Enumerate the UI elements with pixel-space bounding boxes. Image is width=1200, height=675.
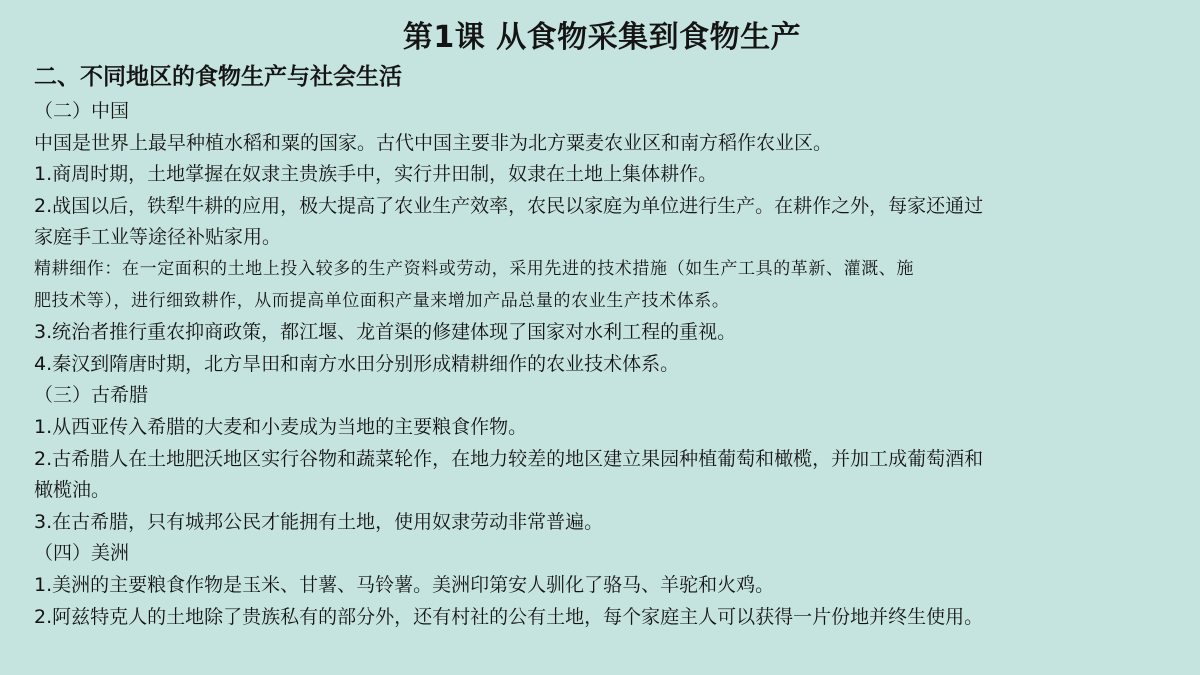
subsection-heading-greece: （三）古希腊 xyxy=(34,384,149,407)
list-item-continuation: 家庭手工业等途径补贴家用。 xyxy=(34,226,282,249)
list-item: 4.秦汉到隋唐时期，北方旱田和南方水田分别形成精耕细作的农业技术体系。 xyxy=(34,352,680,375)
paragraph-china-intro: 中国是世界上最早种植水稻和粟的国家。古代中国主要非为北方粟麦农业区和南方稻作农业区。 xyxy=(34,131,833,154)
lesson-title: 第1课 从食物采集到食物生产 xyxy=(402,20,802,55)
list-item: 2.战国以后，铁犁牛耕的应用，极大提高了农业生产效率，农民以家庭为单位进行生产。在耕作之外，每家还通过 xyxy=(34,194,984,217)
definition-note: 精耕细作：在一定面积的土地上投入较多的生产资料或劳动，采用先进的技术措施（如生产工具的革新、灌溉、施 xyxy=(34,258,914,279)
list-item: 2.阿兹特克人的土地除了贵族私有的部分外，还有村社的公有土地，每个家庭主人可以获得一片份地并终生使用。 xyxy=(34,605,984,628)
section-heading: 二、不同地区的食物生产与社会生活 xyxy=(34,64,402,90)
list-item: 3.在古希腊，只有城邦公民才能拥有土地，使用奴隶劳动非常普遍。 xyxy=(34,510,604,533)
list-item: 1.美洲的主要粮食作物是玉米、甘薯、马铃薯。美洲印第安人驯化了骆马、羊驼和火鸡。 xyxy=(34,573,775,596)
list-item: 3.统治者推行重农抑商政策，都江堰、龙首渠的修建体现了国家对水利工程的重视。 xyxy=(34,321,737,344)
subsection-heading-americas: （四）美洲 xyxy=(34,542,130,565)
content-body xyxy=(34,96,1170,633)
list-item: 2.古希腊人在土地肥沃地区实行谷物和蔬菜轮作，在地力较差的地区建立果园种植葡萄和橄榄，并加工成葡萄酒和 xyxy=(34,447,984,470)
list-item: 1.商周时期，土地掌握在奴隶主贵族手中，实行井田制，奴隶在土地上集体耕作。 xyxy=(34,163,718,186)
list-item-continuation: 橄榄油。 xyxy=(34,479,111,502)
list-item: 1.从西亚传入希腊的大麦和小麦成为当地的主要粮食作物。 xyxy=(34,415,528,438)
subsection-heading-china: （二）中国 xyxy=(34,100,130,122)
definition-note-continuation: 肥技术等），进行细致耕作，从而提高单位面积产量来增加产品总量的农业生产技术体系。 xyxy=(34,290,730,311)
